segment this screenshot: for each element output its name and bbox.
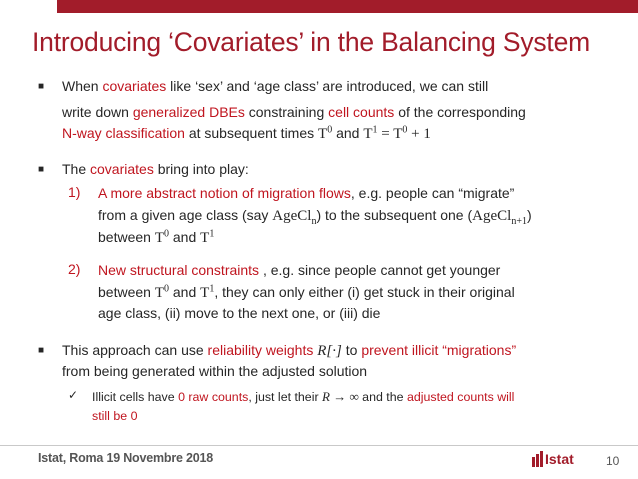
item-2-line-1: New structural constraints , e.g. since people cannot get younger [98,262,501,278]
bullet-marker: ■ [38,345,45,356]
istat-logo [532,448,582,467]
check-item-line-2: still be 0 [92,409,138,423]
check-icon: ✓ [68,388,79,402]
bullet-3-line-2: from being generated within the adjusted solution [62,363,368,379]
item-2-line-2: between $T^0$ and $T^1$, they can only either (i) get stuck in their original [98,283,515,301]
list-number-2: 2) [68,261,81,277]
list-number-1: 1) [68,184,81,200]
item-2-line-3: age class, (ii) move to the next one, or (iii) die [98,305,381,321]
bullet-1-line-3: N-way classification at subsequent times $T^0$ and $T^1 = T^0 + 1$ [62,124,431,142]
bullet-2-line: The covariates bring into play: [62,161,249,177]
svg-text:Istat: Istat [545,451,574,467]
item-1-line-2: from a given age class (say AgeCl$_n$) to the subsequent one (AgeCl$_{n+1}$) [98,207,532,227]
footer-text: Istat, Roma 19 Novembre 2018 [38,451,214,465]
bullet-1-line-2: write down generalized DBEs constraining cell counts of the corresponding [62,104,526,120]
bullet-marker: ■ [38,81,45,92]
check-item-line-1: Illicit cells have 0 raw counts, just let their R → ∞ and the adjusted counts will [92,389,515,404]
bullet-3-line-1: This approach can use reliability weights R[·] to prevent illicit “migrations” [62,342,517,359]
item-1-line-1: A more abstract notion of migration flows, e.g. people can “migrate” [98,185,515,201]
slide-title: Introducing ‘Covariates’ in the Balancing System [32,27,590,57]
bullet-marker: ■ [38,164,45,175]
bullet-1-line-1: When covariates like ‘sex’ and ‘age class’ are introduced, we can still [62,78,489,94]
page-number: 10 [606,454,620,468]
istat-logo-icon [532,448,582,467]
item-1-line-3: between $T^0$ and $T^1$ [98,228,215,246]
footer-divider [0,445,638,446]
top-accent-bar [57,0,638,13]
